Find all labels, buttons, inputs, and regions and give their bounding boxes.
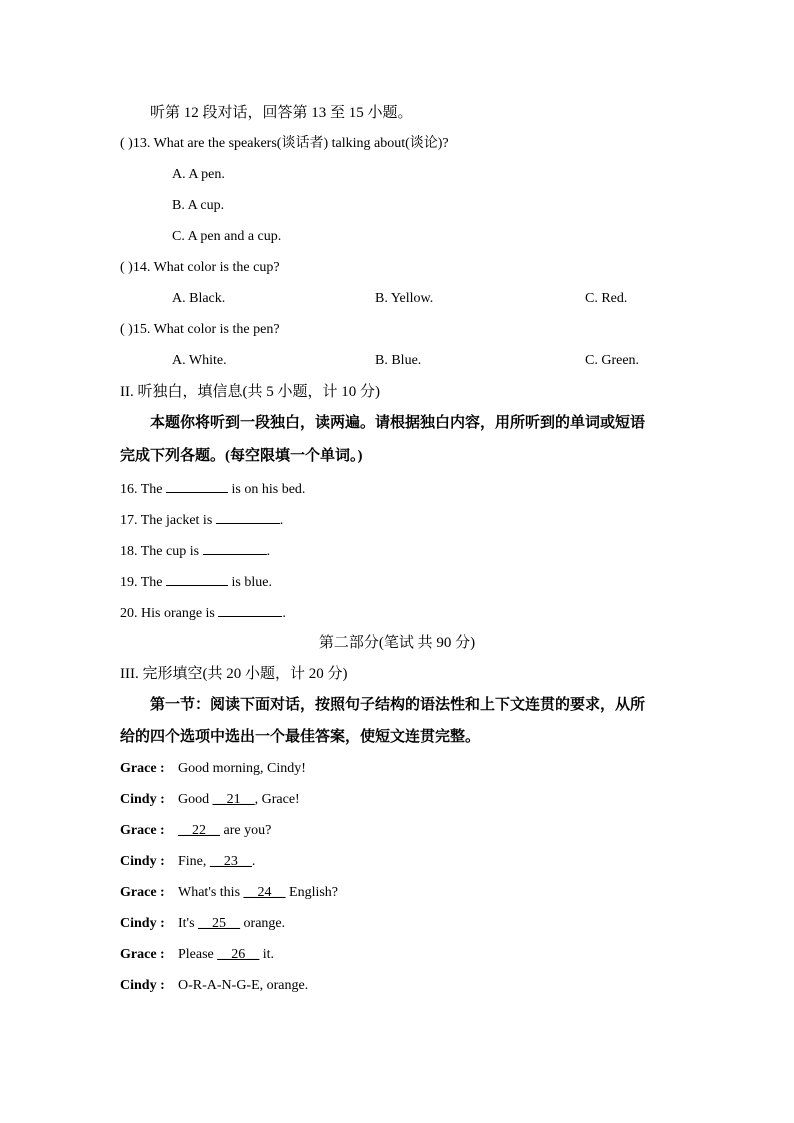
speaker-name: Grace :	[120, 823, 165, 838]
dialogue-line: Grace : Please __26__ it.	[120, 945, 274, 965]
fill-item-20: 20. His orange is .	[120, 602, 286, 624]
part-3-instructions-line-1: 第一节：阅读下面对话，按照句子结构的语法性和上下文连贯的要求，从所	[150, 697, 646, 713]
speaker-name: Cindy :	[120, 978, 165, 993]
answer-paren: ( )	[120, 322, 133, 337]
speaker-name: Grace :	[120, 947, 165, 962]
option-13-c: C. A pen and a cup.	[172, 229, 282, 244]
dialogue-line: Cindy : Fine, __23__.	[120, 852, 255, 872]
dialogue-line: Cindy : It's __25__ orange.	[120, 914, 285, 934]
dialogue-line: Grace : __22__ are you?	[120, 821, 271, 841]
speaker-name: Cindy :	[120, 854, 165, 869]
option-15-c: C. Green.	[585, 353, 640, 368]
question-stem: 15. What color is the pen?	[132, 322, 280, 337]
question-14	[120, 258, 280, 278]
option-15-b: B. Blue.	[375, 353, 422, 368]
option-14-b: B. Yellow.	[375, 291, 434, 306]
part-2-instructions-line-2: 完成下列各题。(每空限填一个单词。)	[120, 448, 363, 464]
part-2-heading: II. 听独白，填信息(共 5 小题，计 10 分)	[120, 384, 380, 400]
part-2-instructions-line-1: 本题你将听到一段独白，读两遍。请根据独白内容，用所听到的单词或短语	[150, 415, 646, 431]
option-14-a: A. Black.	[172, 291, 226, 306]
fill-item-16: 16. The is on his bed.	[120, 478, 305, 500]
dialogue-line: Grace : Good morning, Cindy!	[120, 759, 306, 779]
speaker-name: Grace :	[120, 761, 165, 776]
fill-item-17: 17. The jacket is .	[120, 509, 283, 531]
speaker-name: Cindy :	[120, 792, 165, 807]
cloze-blank-22: __22__	[178, 823, 220, 838]
question-13	[120, 134, 449, 154]
fill-item-18: 18. The cup is .	[120, 540, 270, 562]
cloze-blank-26: __26__	[217, 947, 260, 962]
fill-blank[interactable]	[166, 478, 228, 493]
fill-blank[interactable]	[218, 602, 282, 617]
section-heading-dialogue-12: 听第 12 段对话，回答第 13 至 15 小题。	[150, 105, 413, 121]
dialogue-line: Cindy : O-R-A-N-G-E, orange.	[120, 976, 308, 996]
question-stem: 14. What color is the cup?	[132, 260, 280, 275]
cloze-blank-23: __23__	[209, 854, 252, 869]
answer-paren: ( )	[120, 260, 133, 275]
fill-item-19: 19. The is blue.	[120, 571, 272, 593]
speaker-name: Grace :	[120, 885, 165, 900]
fill-blank[interactable]	[166, 571, 228, 586]
part-3-heading: III. 完形填空(共 20 小题，计 20 分)	[120, 666, 348, 682]
speaker-name: Cindy :	[120, 916, 165, 931]
question-stem: 13. What are the speakers(谈话者) talking about(谈论)?	[132, 136, 449, 151]
option-13-a: A. A pen.	[172, 167, 225, 182]
option-14-c: C. Red.	[585, 291, 628, 306]
option-15-a: A. White.	[172, 353, 227, 368]
dialogue-line: Grace : What's this __24__ English?	[120, 883, 338, 903]
fill-blank[interactable]	[203, 540, 267, 555]
fill-blank[interactable]	[216, 509, 280, 524]
cloze-blank-21: __21__	[212, 792, 255, 807]
part-3-instructions-line-2: 给的四个选项中选出一个最佳答案，使短文连贯完整。	[120, 729, 481, 745]
answer-paren: ( )	[120, 136, 133, 151]
question-15	[120, 320, 280, 340]
cloze-blank-25: __25__	[198, 916, 241, 931]
option-13-b: B. A cup.	[172, 198, 225, 213]
dialogue-line: Cindy : Good __21__, Grace!	[120, 790, 300, 810]
cloze-blank-24: __24__	[243, 885, 286, 900]
written-part-title: 第二部分(笔试 共 90 分)	[318, 635, 476, 651]
